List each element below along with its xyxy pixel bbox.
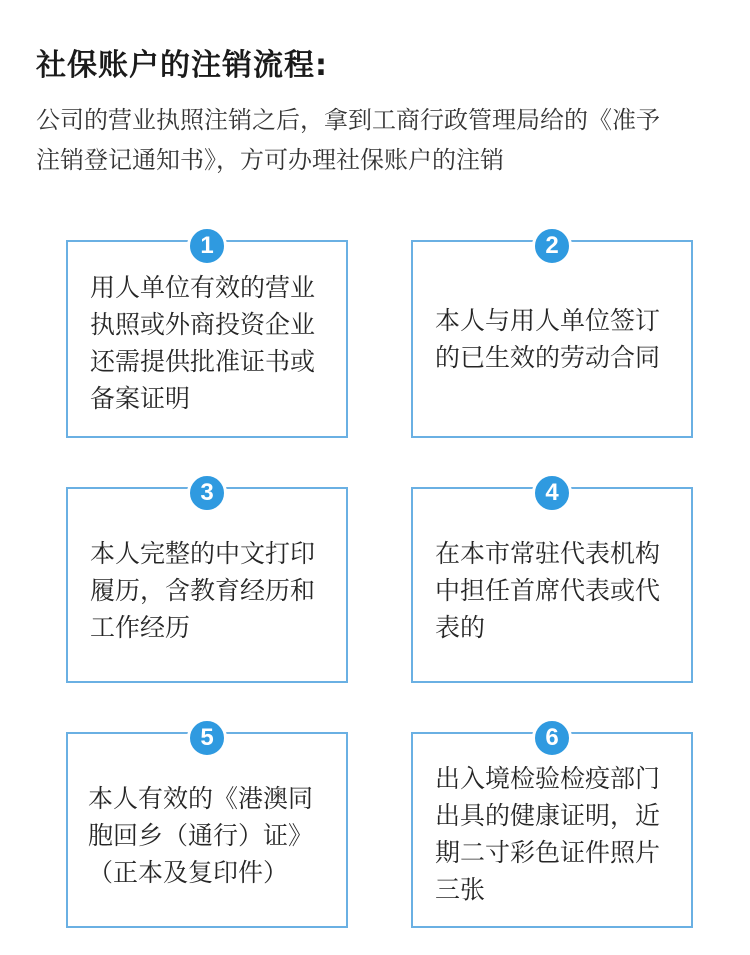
step-text (435, 489, 681, 681)
intro-paragraph (36, 100, 726, 180)
step-number-badge: 3 (187, 473, 227, 513)
step-text (435, 242, 681, 436)
step-text (88, 734, 336, 926)
step-line: 胞回乡（通行）证》 (88, 820, 314, 850)
intro-line-1: 公司的营业执照注销之后，拿到工商行政管理局给的《准予 (36, 106, 660, 134)
step-line: 工作经历 (90, 612, 191, 642)
step-card-3 (66, 479, 348, 683)
step-card-5 (66, 724, 348, 928)
step-line: 在本市常驻代表机构 (435, 538, 661, 568)
step-text (90, 489, 336, 681)
step-text (435, 734, 681, 926)
step-line: 表的 (435, 612, 486, 642)
step-line: 本人有效的《港澳同 (88, 783, 314, 813)
step-line: 履历，含教育经历和 (90, 575, 316, 605)
step-line: 备案证明 (90, 384, 191, 413)
step-number-badge: 5 (187, 718, 227, 758)
step-line: 还需提供批准证书或 (90, 347, 316, 376)
step-line: 三张 (435, 875, 486, 904)
step-line: 出入境检验检疫部门 (435, 764, 661, 793)
intro-line-2: 注销登记通知书》，方可办理社保账户的注销 (36, 146, 504, 174)
step-number-badge: 1 (187, 226, 227, 266)
step-card-4 (411, 479, 693, 683)
step-line: 中担任首席代表或代 (435, 575, 661, 605)
step-line: 用人单位有效的营业 (90, 273, 316, 302)
step-card-2 (411, 232, 693, 438)
step-line: 执照或外商投资企业 (90, 310, 316, 339)
step-card-1 (66, 232, 348, 438)
step-line: 本人与用人单位签订 (435, 306, 661, 335)
step-line: 期二寸彩色证件照片 (435, 838, 661, 867)
step-line: 本人完整的中文打印 (90, 538, 316, 568)
step-line: （正本及复印件） (88, 857, 289, 887)
step-number-badge: 2 (532, 226, 572, 266)
step-line: 出具的健康证明，近 (435, 801, 661, 830)
page-title: 社保账户的注销流程: (36, 48, 328, 83)
step-number-badge: 6 (532, 718, 572, 758)
step-line: 的已生效的劳动合同 (435, 343, 661, 372)
step-number-badge: 4 (532, 473, 572, 513)
step-text (90, 242, 336, 436)
step-card-6 (411, 724, 693, 928)
